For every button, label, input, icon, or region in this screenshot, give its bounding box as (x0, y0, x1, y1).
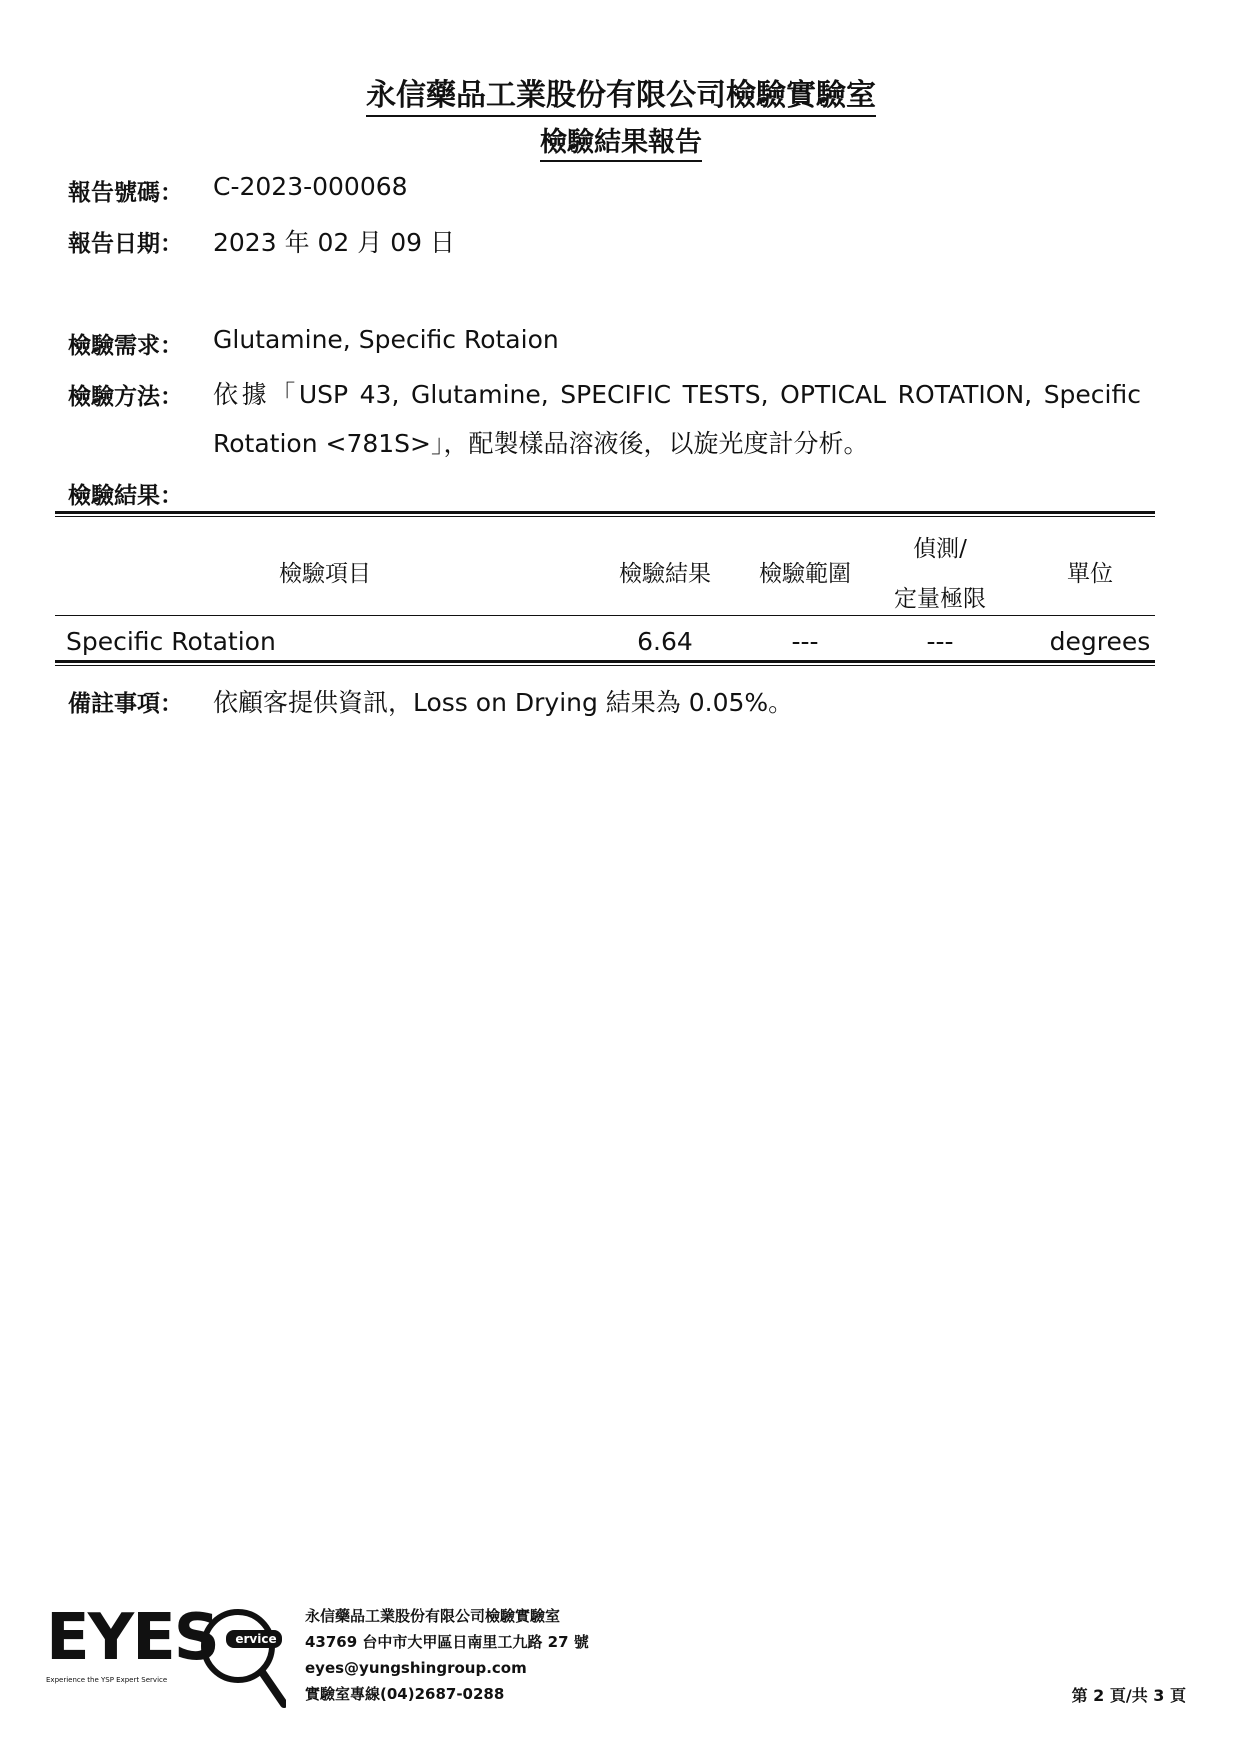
footer-line-email: eyes@yungshingroup.com (305, 1659, 527, 1677)
table-top-rule (55, 511, 1155, 514)
report-no: C-2023-000068 (213, 172, 408, 201)
header-limit-line2: 定量極限 (894, 586, 986, 612)
result-label: 檢驗結果： (68, 483, 183, 509)
table-header-rule (55, 615, 1155, 616)
footer-line-phone: 實驗室專線(04)2687-0288 (305, 1685, 505, 1703)
table-bottom-rule-thin (55, 665, 1155, 666)
report-no-label: 報告號碼： (68, 180, 183, 206)
header-result: 檢驗結果 (619, 561, 711, 587)
remarks-text: 依顧客提供資訊，Loss on Drying 結果為 0.05%。 (213, 688, 794, 717)
logo-badge: ervice (235, 1632, 277, 1646)
footer-line-company: 永信藥品工業股份有限公司檢驗實驗室 (305, 1607, 561, 1625)
header-range: 檢驗範圍 (759, 561, 851, 587)
row-range: --- (791, 627, 819, 656)
method-line-1: 依據「USP 43, Glutamine, SPECIFIC TESTS, OPTICAL ROTATION, Specific (213, 380, 1141, 409)
method-text (213, 370, 1141, 468)
page-indicator: 第 2 頁/共 3 頁 (1071, 1686, 1186, 1705)
report-date: 2023 年 02 月 09 日 (213, 228, 455, 257)
method-line-2: Rotation <781S>」，配製樣品溶液後，以旋光度計分析。 (213, 429, 869, 458)
footer-line-address: 43769 台中市大甲區日南里工九路 27 號 (305, 1633, 589, 1651)
table-bottom-rule (55, 660, 1155, 663)
remarks-label: 備註事項： (68, 691, 183, 717)
request-value: Glutamine, Specific Rotaion (213, 325, 559, 354)
table-top-rule-thin (55, 516, 1155, 517)
row-limit: --- (926, 627, 954, 656)
header-item: 檢驗項目 (279, 561, 371, 587)
row-result: 6.64 (637, 627, 693, 656)
method-label: 檢驗方法： (68, 384, 183, 410)
row-item: Specific Rotation (66, 627, 276, 656)
company-title: 永信藥品工業股份有限公司檢驗實驗室 (0, 70, 1242, 114)
header-unit: 單位 (1067, 561, 1113, 587)
eyes-logo (46, 1598, 286, 1708)
report-date-label: 報告日期： (68, 231, 183, 257)
header-limit-line1: 偵測/ (913, 536, 967, 562)
logo-tagline: Experience the YSP Expert Service (46, 1676, 168, 1684)
row-unit: degrees (1049, 627, 1151, 656)
footer-address (305, 1603, 589, 1707)
report-title: 檢驗結果報告 (0, 120, 1242, 159)
logo-text: EYES (46, 1601, 218, 1675)
request-label: 檢驗需求： (68, 333, 183, 359)
